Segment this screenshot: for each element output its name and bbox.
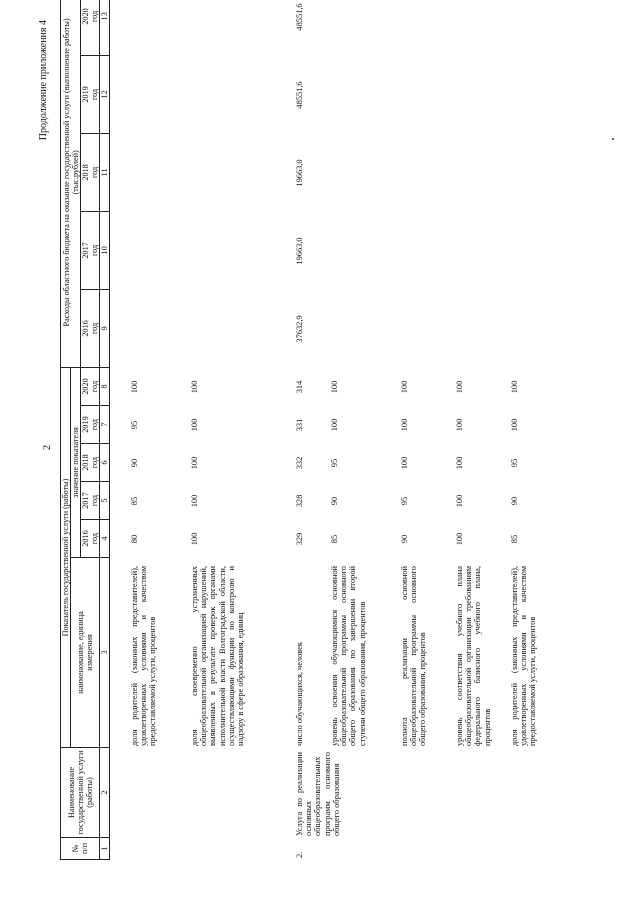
col-number: 10 (100, 211, 110, 289)
col-number: 13 (100, 0, 110, 55)
indicator-value: 100 (400, 380, 409, 394)
indicator-value: 100 (455, 456, 464, 470)
expense-value: 19663,0 (295, 237, 304, 265)
indicator-value: 328 (295, 494, 304, 508)
indicator-value: 85 (510, 534, 519, 544)
expense-value: 48551,6 (295, 3, 304, 31)
indicator-value: 85 (130, 496, 139, 506)
year-header: 2016 год (81, 289, 100, 367)
indicator-value: 100 (190, 456, 199, 470)
indicator-value: 100 (330, 380, 339, 394)
year-header: 2019 год (81, 55, 100, 133)
col-number: 7 (100, 406, 110, 444)
year-header: 2017 год (81, 211, 100, 289)
col-number: 5 (100, 482, 110, 520)
expense-value: 19663,0 (295, 159, 304, 187)
indicator-value: 332 (295, 456, 304, 470)
col-number: 6 (100, 444, 110, 482)
indicator-value: 95 (330, 458, 339, 468)
indicator-value: 100 (330, 418, 339, 432)
indicator-value: 331 (295, 418, 304, 432)
continuation-note: Продолжение приложения 4 (38, 20, 49, 141)
rotated-sheet (38, 3, 618, 860)
indicator-value: 100 (510, 380, 519, 394)
indicator-value: 90 (510, 496, 519, 506)
indicator-value: 100 (190, 532, 199, 546)
indicator-value: 100 (400, 456, 409, 470)
service-name: Услуга по реализации основных общеобразовательных программ основного общего образования (295, 752, 341, 836)
row-number: 2. (295, 851, 304, 858)
header-service: Наименование государственной услуги (работы) (61, 748, 100, 838)
indicator-value: 90 (130, 458, 139, 468)
indicator-value: 95 (510, 458, 519, 468)
indicator-name: доля родителей (законных представителей), удовлетворенных условиями и качеством предоставляемой услуги, процентов (130, 566, 158, 746)
year-header: 2017 год (81, 482, 100, 520)
indicator-value: 100 (130, 380, 139, 394)
indicator-value: 100 (400, 418, 409, 432)
indicator-value: 95 (130, 420, 139, 430)
header-indicator-name: наименование, единица измерения (71, 558, 100, 748)
year-header: 2020 год (81, 0, 100, 55)
expense-value: 37632,9 (295, 315, 304, 343)
indicator-value: 100 (190, 380, 199, 394)
year-header: 2019 год (81, 406, 100, 444)
indicator-value: 329 (295, 532, 304, 546)
column-number-row (100, 0, 110, 860)
col-number: 2 (100, 748, 110, 838)
header-table (60, 0, 110, 860)
header-indicator-group: Показатель государственной услуги (работы) (61, 367, 71, 747)
col-number: 9 (100, 289, 110, 367)
indicator-name: уровень освоения обучающимися основной общеобразовательной программы основного общего образования по завершении второй ступени общего образования, процентов (330, 566, 367, 746)
indicator-value: 90 (400, 534, 409, 544)
indicator-value: 85 (330, 534, 339, 544)
indicator-value: 100 (455, 494, 464, 508)
col-number: 11 (100, 133, 110, 211)
year-header: 2018 год (81, 444, 100, 482)
year-header: 2018 год (81, 133, 100, 211)
indicator-name: доля родителей (законных представителей), удовлетворенных условиями и качеством предоставляемой услуги, процентов (510, 566, 538, 746)
indicator-name: число обучающихся, человек (295, 642, 304, 746)
indicator-value: 90 (330, 496, 339, 506)
expense-value: 48551,6 (295, 81, 304, 109)
col-number: 12 (100, 55, 110, 133)
indicator-value: 100 (455, 532, 464, 546)
year-header: 2020 год (81, 367, 100, 405)
indicator-value: 100 (455, 380, 464, 394)
indicator-value: 100 (190, 494, 199, 508)
indicator-value: 100 (455, 418, 464, 432)
header-expense-group: Расходы областного бюджета на оказание государственной услуги (выполнение работы) (тыс.рублей) (61, 0, 81, 367)
header-indicator-value: значение показателя (71, 367, 81, 557)
indicator-name: уровень соответствия учебного плана общеобразовательной организации требованиям федерального базисного учебного плана, процентов (455, 566, 492, 746)
indicator-value: 95 (400, 496, 409, 506)
page-number: 2 (42, 445, 53, 450)
indicator-value: 80 (130, 534, 139, 544)
indicator-value: 314 (295, 380, 304, 394)
col-number: 4 (100, 520, 110, 558)
col-number: 3 (100, 558, 110, 748)
indicator-name: полнота реализации основной общеобразовательной программы основного общего образования, процентов (400, 566, 428, 746)
indicator-value: 100 (190, 418, 199, 432)
header-no: № п/п (61, 838, 100, 860)
indicator-name: доля своевременно устраненных общеобразовательной организацией нарушений, выявленных в результате проверок органами исполнительной власти Волгоградской области, осуществляющими функции по контролю и надзору в сфере образования, единиц (190, 566, 246, 746)
col-number: 8 (100, 367, 110, 405)
col-number: 1 (100, 838, 110, 860)
indicator-value: 100 (510, 418, 519, 432)
year-header: 2016 год (81, 520, 100, 558)
